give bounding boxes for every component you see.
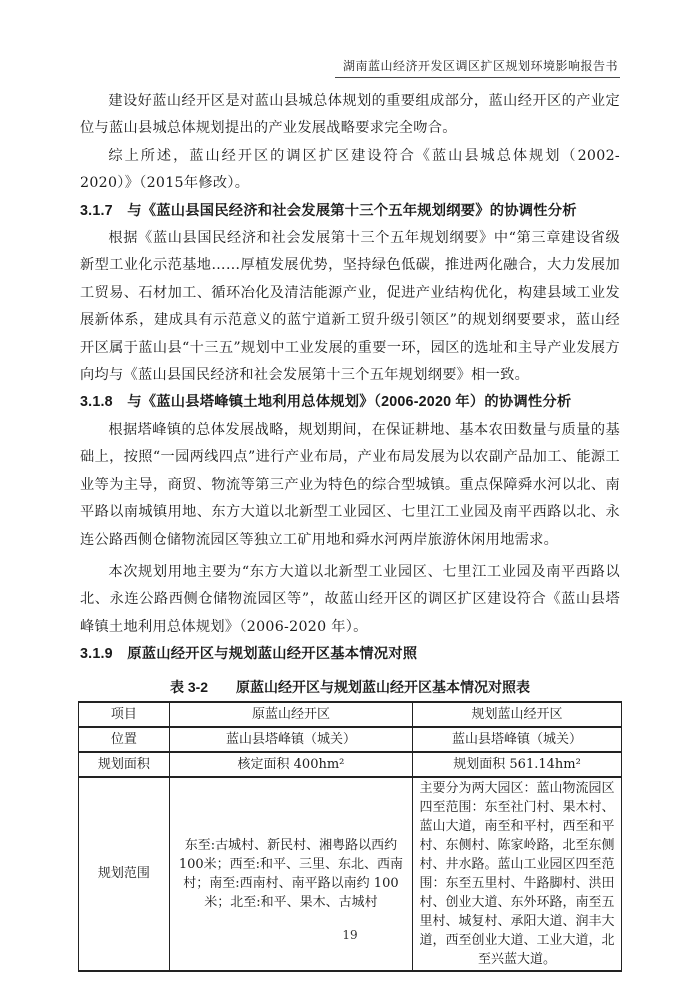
section-heading-3-1-8: 3.1.8 与《蓝山县塔峰镇土地利用总体规划》（2006-2020 年）的协调性分析 (80, 394, 572, 411)
cell-range-planned: 主要分为两大园区：蓝山物流园区四至范围：东至社门村、果木村、蓝山大道，南至和平村，西至和平村、东侧村、陈家岭路，北至东侧村、井水路。蓝山工业园区四至范围：东至五里村、牛路脚村、洪田村、创业大道、东外环路，南至五里村、城复村、承阳大道、润丰大道，西至创业大道、工业大道，北至兴蓝大道。 (413, 777, 622, 971)
paragraph: 建设好蓝山经开区是对蓝山县城总体规划的重要组成部分，蓝山经开区的产业定位与蓝山县城总体规划提出的产业发展战略要求完全吻合。 (80, 93, 620, 137)
paragraph: 根据《蓝山县国民经济和社会发展第十三个五年规划纲要》中“第三章建设省级新型工业化示范基地……厚植发展优势，坚持绿色低碳，推进两化融合，大力发展加工贸易、石材加工、循环冶化及清洁能源产业，促进产业结构优化，构建县域工业发展新体系，建成具有示范意义的蓝宁道新工贸升级引领区”的规划纲要要求，蓝山经开区属于蓝山县“十三五”规划中工业发展的重要一环，园区的选址和主导产业发展方向均与《蓝山县国民经济和社会发展第十三个五年规划纲要》相一致。 (80, 230, 620, 384)
table-header-row (79, 702, 622, 727)
paragraph: 本次规划用地主要为“东方大道以北新型工业园区、七里江工业园及南平西路以北、永连公路西侧仓储物流园区等”，故蓝山经开区的调区扩区建设符合《蓝山县塔峰镇土地利用总体规划》（2006-2020 年）。 (80, 563, 620, 635)
section-heading-3-1-9: 3.1.9 原蓝山经开区与规划蓝山经开区基本情况对照 (80, 646, 418, 663)
paragraph: 综上所述，蓝山经开区的调区扩区建设符合《蓝山县城总体规划（2002-2020）》（2015年修改）。 (80, 147, 620, 192)
table-caption: 表 3-2 原蓝山经开区与规划蓝山经开区基本情况对照表 (169, 678, 531, 695)
header-cell-item: 项目 (79, 702, 170, 727)
running-header: 湖南蓝山经济开发区调区扩区规划环境影响报告书 (335, 57, 620, 78)
table-row (79, 727, 622, 752)
document-body (80, 88, 620, 972)
paragraph: 根据塔峰镇的总体发展战略，规划期间，在保证耕地、基本农田数量与质量的基础上，按照“一园两线四点”进行产业布局，产业布局发展为以农副产品加工、能源工业等为主导，商贸、物流等第三产业为特色的综合型城镇。重点保障舜水河以北、南平路以南城镇用地、东方大道以北新型工业园区、七里江工业园及南平西路以北、永连公路西侧仓储物流园区等独立工矿用地和舜水河两岸旅游休闲用地需求。 (80, 421, 620, 548)
page-number: 19 (342, 928, 358, 942)
cell-location-original: 蓝山县塔峰镇（城关） (169, 727, 412, 752)
row-label: 规划面积 (79, 752, 170, 777)
cell-range-original: 东至:古城村、新民村、湘粤路以西约 100米；西至:和平、三里、东北、西南村；南至:西南村、南平路以南约 100 米；北至:和平、果木、古城村 (169, 777, 412, 971)
table-row (79, 752, 622, 777)
section-heading-3-1-7: 3.1.7 与《蓝山县国民经济和社会发展第十三个五年规划纲要》的协调性分析 (80, 202, 577, 219)
header-cell-planned: 规划蓝山经开区 (413, 702, 622, 727)
cell-area-original: 核定面积 400hm² (169, 752, 412, 777)
cell-location-planned: 蓝山县塔峰镇（城关） (413, 727, 622, 752)
row-label: 规划范围 (79, 777, 170, 971)
row-label: 位置 (79, 727, 170, 752)
cell-area-planned: 规划面积 561.14hm² (413, 752, 622, 777)
header-cell-original: 原蓝山经开区 (169, 702, 412, 727)
